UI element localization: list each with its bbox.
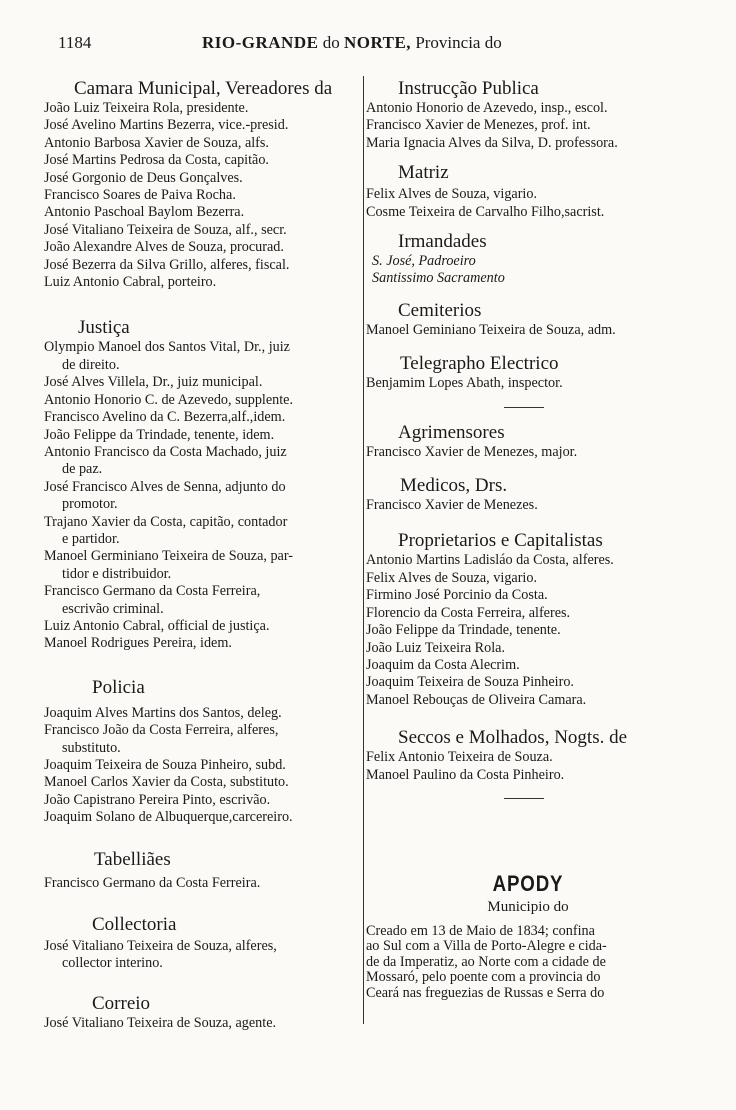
section-heading: Cemiterios xyxy=(398,299,482,321)
entry-line: João Luiz Teixeira Rola, presidente. xyxy=(44,100,249,116)
section-seccos xyxy=(366,727,690,799)
entry-line: José Vitaliano Teixeira de Souza, agente. xyxy=(44,1014,277,1031)
entry-line: Maria Ignacia Alves da Silva, D. professora. xyxy=(366,134,618,151)
entry-line: Manoel Paulino da Costa Pinheiro. xyxy=(366,766,565,783)
entry-line: João Capistrano Pereira Pinto, escrivão. xyxy=(44,791,271,808)
entry-line: Antonio Paschoal Baylom Bezerra. xyxy=(44,204,245,221)
entry-line: Joaquim Teixeira de Souza Pinheiro. xyxy=(366,674,574,691)
entry-line: substituto. xyxy=(62,739,121,756)
entry-line: promotor. xyxy=(62,496,118,513)
municipality-paragraph xyxy=(366,924,690,1001)
entry-line: Firmino José Porcinio da Costa. xyxy=(366,587,548,604)
entry-line: José Vitaliano Teixeira de Souza, alf., secr. xyxy=(44,221,287,238)
entry-line: Manoel Rodrigues Pereira, idem. xyxy=(44,635,232,652)
entry-line: collector interino. xyxy=(62,955,163,972)
paragraph-line: Creado em 13 de Maio de 1834; confina xyxy=(366,922,595,939)
section-irmandades xyxy=(366,231,690,288)
entry-line: Francisco Germano da Costa Ferreira. xyxy=(44,874,261,891)
paragraph-line: ao Sul com a Villa de Porto-Alegre e cida- xyxy=(366,938,607,955)
section-heading: Tabelliães xyxy=(94,848,171,870)
entry-line: Manoel Carlos Xavier da Costa, substituto. xyxy=(44,774,289,791)
entry-line: Antonio Honorio de Azevedo, insp., escol. xyxy=(366,100,608,116)
running-header xyxy=(0,33,736,57)
right-column xyxy=(366,74,690,1001)
entry-line: Francisco Xavier de Menezes, prof. int. xyxy=(366,117,591,134)
entry-line: Francisco Germano da Costa Ferreira, xyxy=(44,583,261,600)
section-collectoria xyxy=(44,914,362,973)
entry-line: José Martins Pedrosa da Costa, capitão. xyxy=(44,152,269,169)
section-heading: Collectoria xyxy=(92,914,177,936)
entry-line: Trajano Xavier da Costa, capitão, contador xyxy=(44,513,288,530)
running-title: RIO-GRANDE do NORTE, Provincia do xyxy=(202,33,502,52)
section-heading: Matriz xyxy=(398,162,449,184)
section-policia xyxy=(44,677,362,827)
entry-line: José Bezerra da Silva Grillo, alferes, fiscal. xyxy=(44,256,290,273)
entry-line: de paz. xyxy=(62,461,103,478)
entry-line: José Gorgonio de Deus Gonçalves. xyxy=(44,169,243,186)
paragraph-line: de da Imperatiz, ao Norte com a cidade de xyxy=(366,953,606,970)
section-tabelliaes xyxy=(44,849,362,892)
entry-line: Luiz Antonio Cabral, official de justiça. xyxy=(44,617,270,634)
entry-line: Santissimo Sacramento xyxy=(372,270,505,287)
entry-line: Francisco Avelino da C. Bezerra,alf.,idem. xyxy=(44,409,286,426)
section-proprietarios xyxy=(366,530,690,709)
municipality-title: APODY xyxy=(492,870,564,896)
entry-line: de direito. xyxy=(62,356,120,373)
section-cemiterios xyxy=(366,300,690,339)
entry-line: Joaquim da Costa Alecrim. xyxy=(366,656,520,673)
entry-line: João Luiz Teixeira Rola. xyxy=(366,639,505,656)
entry-line: Antonio Francisco da Costa Machado, juiz xyxy=(44,443,287,460)
section-apody xyxy=(366,871,690,1001)
entry-line: Joaquim Teixeira de Souza Pinheiro, subd. xyxy=(44,757,286,773)
section-heading: Telegrapho Electrico xyxy=(400,353,559,375)
section-heading: Instrucção Publica xyxy=(398,78,539,99)
section-telegrapho xyxy=(366,353,690,407)
entry-line: José Francisco Alves de Senna, adjunto do xyxy=(44,478,286,495)
entry-line: tidor e distribuidor. xyxy=(62,565,172,582)
section-heading: Seccos e Molhados, Nogts. de xyxy=(398,727,628,749)
entry-line: Felix Alves de Souza, vigario. xyxy=(366,186,538,203)
section-heading: Correio xyxy=(92,992,151,1014)
section-medicos xyxy=(366,475,690,514)
entry-line: Francisco Xavier de Menezes. xyxy=(366,497,538,514)
separator-rule xyxy=(504,798,544,799)
entry-line: S. José, Padroeiro xyxy=(372,253,476,270)
paragraph-line: Ceará nas freguezias de Russas e Serra do xyxy=(366,984,605,1001)
entry-line: Francisco João da Costa Ferreira, alferes, xyxy=(44,722,279,739)
section-instruccao xyxy=(366,78,690,152)
section-heading: Policia xyxy=(92,676,145,698)
entry-line: Florencio da Costa Ferreira, alferes. xyxy=(366,604,571,621)
entry-line: Luiz Antonio Cabral, porteiro. xyxy=(44,274,217,291)
entry-line: Manoel Rebouças de Oliveira Camara. xyxy=(366,691,587,708)
section-correio xyxy=(44,993,362,1032)
entry-line: José Alves Villela, Dr., juiz municipal. xyxy=(44,374,263,391)
section-agrimensores xyxy=(366,422,690,461)
section-justica xyxy=(44,317,362,652)
entry-line: Joaquim Solano de Albuquerque,carcereiro. xyxy=(44,809,293,826)
municipality-subtitle: Municipio do xyxy=(487,898,569,915)
entry-line: e partidor. xyxy=(62,530,120,547)
entry-line: Francisco Xavier de Menezes, major. xyxy=(366,443,578,460)
section-heading: Camara Municipal, Vereadores da xyxy=(74,78,333,99)
entry-line: João Felippe da Trindade, tenente. xyxy=(366,622,561,639)
entry-line: Antonio Honorio C. de Azevedo, supplente. xyxy=(44,391,294,408)
section-camara xyxy=(44,78,362,291)
entry-line: José Avelino Martins Bezerra, vice.-presid. xyxy=(44,117,289,134)
entry-line: Felix Antonio Teixeira de Souza. xyxy=(366,749,553,766)
entry-line: Benjamim Lopes Abath, inspector. xyxy=(366,375,563,392)
separator-rule xyxy=(504,407,544,408)
section-heading: Medicos, Drs. xyxy=(400,475,508,497)
entry-line: João Felippe da Trindade, tenente, idem. xyxy=(44,426,275,443)
column-divider xyxy=(363,76,364,1024)
entry-line: Antonio Martins Ladisláo da Costa, alferes. xyxy=(366,552,614,569)
entry-line: João Alexandre Alves de Souza, procurad. xyxy=(44,239,284,256)
entry-line: Francisco Soares de Paiva Rocha. xyxy=(44,187,236,204)
entry-line: Joaquim Alves Martins dos Santos, deleg. xyxy=(44,704,282,721)
left-column xyxy=(44,74,362,1032)
section-heading: Irmandades xyxy=(398,231,487,253)
entry-line: escrivão criminal. xyxy=(62,600,164,617)
section-heading: Proprietarios e Capitalistas xyxy=(398,530,603,552)
entry-line: Olympio Manoel dos Santos Vital, Dr., juiz xyxy=(44,339,290,356)
entry-line: Manoel Germiniano Teixeira de Souza, par- xyxy=(44,548,294,565)
entry-line: Felix Alves de Souza, vigario. xyxy=(366,569,538,586)
entry-line: Cosme Teixeira de Carvalho Filho,sacrist. xyxy=(366,203,605,220)
page-number: 1184 xyxy=(58,33,92,52)
entry-line: Antonio Barbosa Xavier de Souza, alfs. xyxy=(44,134,269,151)
section-matriz xyxy=(366,162,690,221)
entry-line: José Vitaliano Teixeira de Souza, alferes, xyxy=(44,938,277,955)
section-heading: Agrimensores xyxy=(398,421,505,443)
entry-line: Manoel Geminiano Teixeira de Souza, adm. xyxy=(366,321,616,338)
paragraph-line: Mossaró, pelo poente com a provincia do xyxy=(366,969,601,986)
section-heading: Justiça xyxy=(78,317,130,339)
